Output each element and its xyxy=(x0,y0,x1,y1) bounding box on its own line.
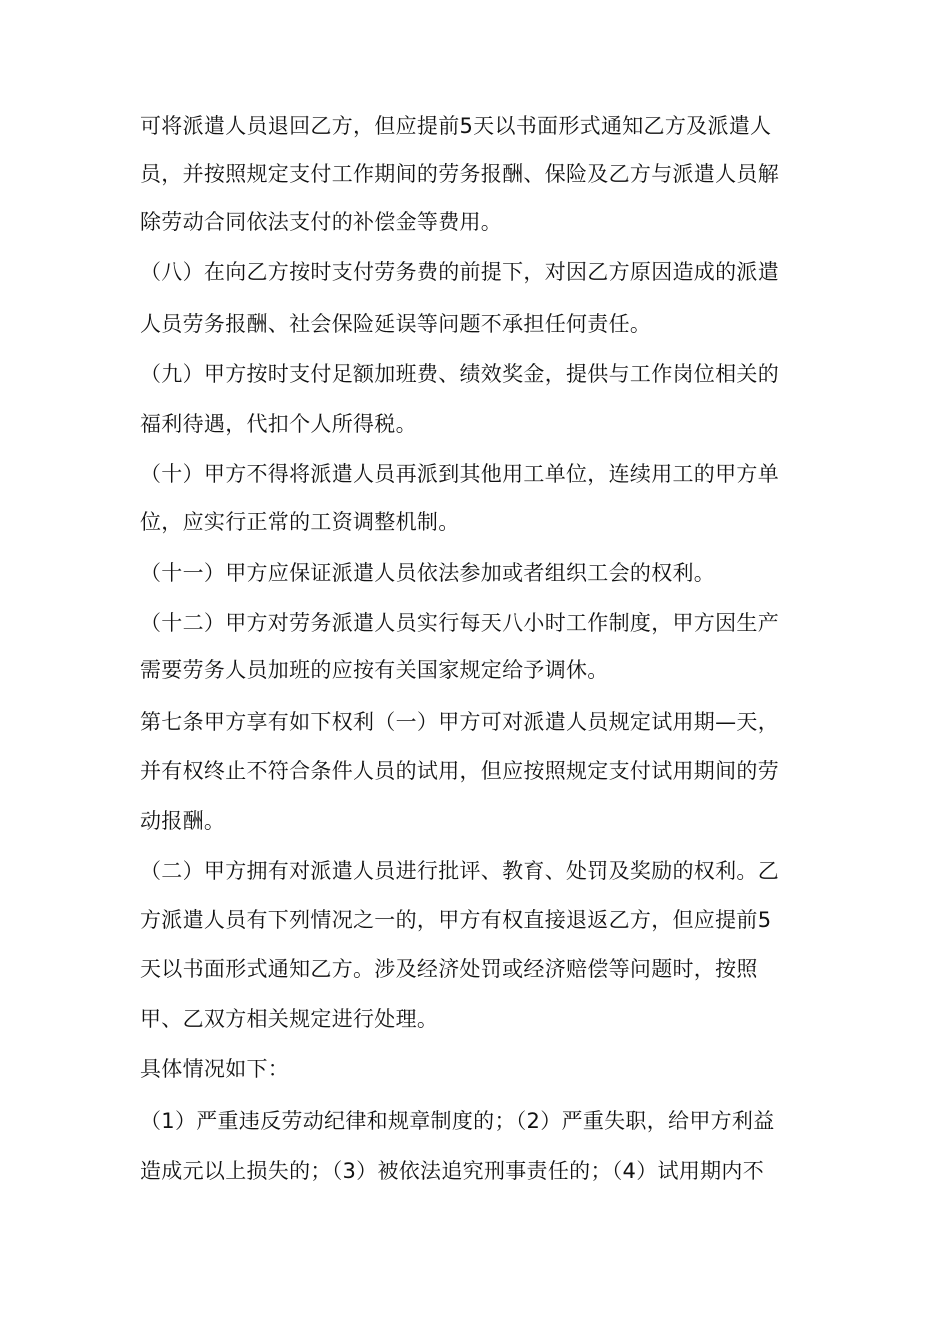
text-line: （九）甲方按时支付足额加班费、绩效奖金，提供与工作岗位相关的 xyxy=(140,362,779,386)
text-line: 造成元以上损失的；（3）被依法追究刑事责任的；（4）试用期内不 xyxy=(140,1159,765,1183)
text-line: （十一）甲方应保证派遣人员依法参加或者组织工会的权利。 xyxy=(140,561,716,585)
text-line: 可将派遣人员退回乙方，但应提前5天以书面形式通知乙方及派遣人 xyxy=(140,114,772,138)
text-line: 天以书面形式通知乙方。涉及经济处罚或经济赔偿等问题时，按照 xyxy=(140,957,758,981)
text-line: 员，并按照规定支付工作期间的劳务报酬、保险及乙方与派遣人员解 xyxy=(140,162,779,186)
text-line: 并有权终止不符合条件人员的试用，但应按照规定支付试用期间的劳 xyxy=(140,759,779,783)
text-line: 具体情况如下： xyxy=(140,1057,290,1081)
text-line: 需要劳务人员加班的应按有关国家规定给予调休。 xyxy=(140,658,609,682)
text-line: 甲、乙双方相关规定进行处理。 xyxy=(140,1007,439,1031)
text-line: （1）严重违反劳动纪律和规章制度的；（2）严重失职，给甲方利益 xyxy=(140,1109,775,1133)
text-line: （二）甲方拥有对派遣人员进行批评、教育、处罚及奖励的权利。乙 xyxy=(140,859,779,883)
text-line: 除劳动合同依法支付的补偿金等费用。 xyxy=(140,210,503,234)
text-line: （八）在向乙方按时支付劳务费的前提下，对因乙方原因造成的派遣 xyxy=(140,260,779,284)
text-line: 人员劳务报酬、社会保险延误等问题不承担任何责任。 xyxy=(140,312,652,336)
text-line: 第七条甲方享有如下权利（一）甲方可对派遣人员规定试用期—天， xyxy=(140,710,779,734)
text-line: 动报酬。 xyxy=(140,809,226,833)
text-line: 福利待遇，代扣个人所得税。 xyxy=(140,412,417,436)
text-line: 方派遣人员有下列情况之一的，甲方有权直接退返乙方，但应提前5 xyxy=(140,908,772,932)
text-line: 位，应实行正常的工资调整机制。 xyxy=(140,510,460,534)
text-line: （十）甲方不得将派遣人员再派到其他用工单位，连续用工的甲方单 xyxy=(140,462,779,486)
text-line: （十二）甲方对劳务派遣人员实行每天八小时工作制度，甲方因生产 xyxy=(140,611,779,635)
